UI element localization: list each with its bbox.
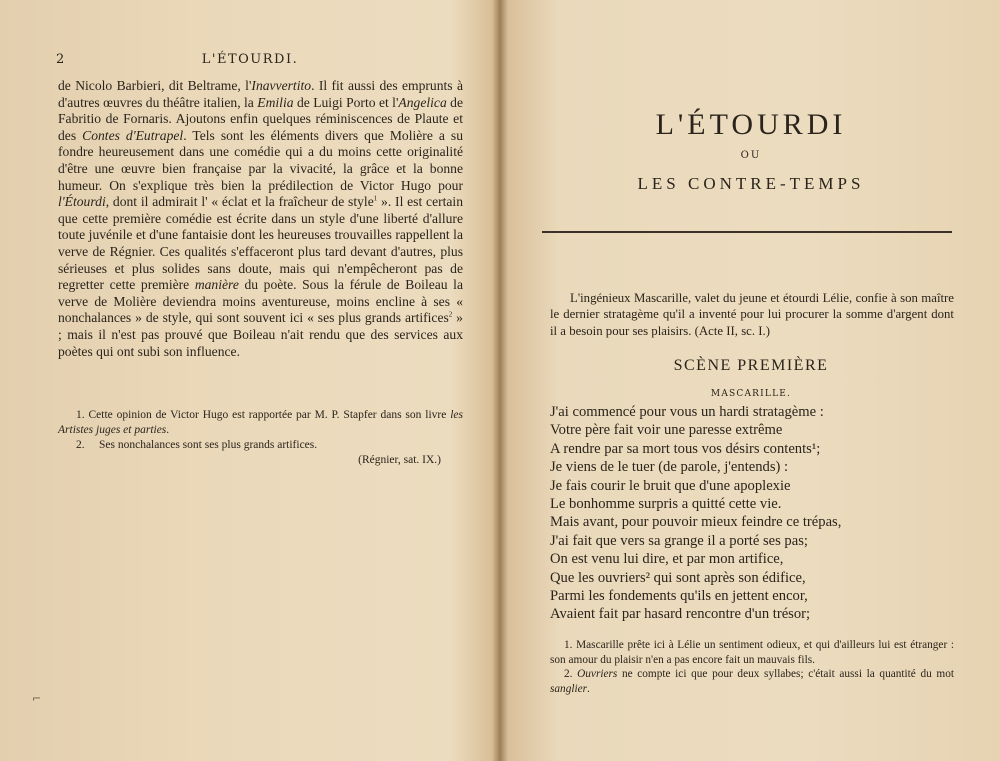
italic-run: Inavvertito [251,78,312,93]
verse-line: Parmi les fondements qu'ils en jettent encor, [550,588,808,605]
verse-line: Le bonhomme surpris a quitté cette vie. [550,496,782,513]
title-or: OU [740,150,762,161]
speaker-name: MASCARILLE. [710,389,792,399]
corner-mark: ⌐ [32,692,42,705]
footnote-2-end: . [587,682,590,695]
footnote-2-number: 2. [564,668,578,681]
footnote-1 [58,408,463,438]
verse-line: J'ai commencé pour vous un hardi stratagème : [550,404,824,420]
verse-line: Je fais courir le bruit que d'une apoplexie [550,477,791,494]
text-run: du poète. Sous la férule de Boileau la verve de Molière deviendra moins aventureuse, moins encline à ses « nonchalances » de style, qui sont souvent ici « ses plus grands artifices [58,277,463,326]
text-run: . Il fit aussi des emprunts à d'autres œuvres du théâtre italien, la [58,78,463,110]
footnote-ref: 1 [373,194,378,203]
footnotes [58,408,463,468]
text-run: ». Il est certain que cette première comédie est écrite dans un style d'une liberté d'allure toute juvénile et d'une fantaisie dont les heureuses trouvailles rappellent la verve de Régnier. Ces qualités s'effaceront plus tard devant d'autres, plus sérieuses et plus solides sans doute, mais qui n'empêcheront pas de regretter cette première [58,194,464,293]
verse-line: Je viens de le tuer (de parole, j'entends) : [550,459,789,476]
italic-run: l'Étourdi [58,194,106,210]
footnote-2-term: Ouvriers [577,668,618,681]
verse-line: Votre père fait voir une paresse extrême [550,422,783,439]
italic-run: Angelica [398,94,447,110]
footnote-1-text: 1. Cette opinion de Victor Hugo est rapportée par M. P. Stapfer dans son livre [76,409,451,421]
footnote-2: 2. Ses nonchalances sont ses plus grands artifices. [76,439,318,451]
footnote-2-source: (Régnier, sat. IX.) [358,454,441,466]
footnote-ref: 2 [448,310,453,319]
footnotes [550,638,954,696]
body-text [58,78,463,360]
footnote-2 [550,667,954,696]
footnote-2-text: ne compte ici que pour deux syllabes; c'était aussi la quantité du mot [617,668,954,681]
footnote-1-end: . [166,424,170,436]
verse-line: A rendre par sa mort tous vos désirs contents¹; [550,440,821,457]
right-page [502,0,1000,761]
running-title: L'ÉTOURDI. [201,52,299,67]
running-head [0,52,500,72]
italic-run: Emilia [257,94,294,110]
verse-line: Avaient fait par hasard rencontre d'un trésor; [550,606,811,623]
title-rule [542,231,952,233]
text-run: , dont il admirait l' « éclat et la fraîcheur de style [105,194,374,210]
text-run: » ; mais il n'est pas prouvé que Boileau n'ait rendu que des services aux poètes qui ont subi son influence. [58,310,463,359]
text-run: de Fabritio de Fornaris. Ajoutons enfin quelques réminiscences de Plaute et des [58,94,464,143]
text-run: de Nicolo Barbieri, dit Beltrame, l' [58,78,252,93]
page-number: 2 [56,52,65,67]
verse-line: J'ai fait que vers sa grange il a porté ses pas; [550,532,808,549]
italic-run: manière [194,277,239,293]
verse-line: Que les ouvriers² qui sont après son édifice, [550,569,806,586]
italic-run: Contes d'Eutrapel [82,127,184,143]
play-title: L'ÉTOURDI [655,108,847,141]
footnote-1-book-title: les Artistes juges et parties [58,409,463,436]
play-subtitle: LES CONTRE-TEMPS [637,174,865,193]
verse-line: On est venu lui dire, et par mon artifice, [550,551,784,568]
text-run: de Luigi Porto et l' [293,94,399,110]
verse-line: Mais avant, pour pouvoir mieux feindre ce trépas, [550,514,842,531]
footnote-1: 1. Mascarille prête ici à Lélie un sentiment odieux, et qui d'ailleurs lui est étranger : son amour du plaisir n'en a pas encore fait un mauvais fils. [550,639,954,666]
verse-block [550,403,970,624]
scene-argument: L'ingénieux Mascarille, valet du jeune et étourdi Lélie, confie à son maître le dernier stratagème qu'il a inventé pour lui procurer la somme d'argent dont il a besoin pour ses plaisirs. (Acte II, sc. I.) [550,291,954,338]
text-run: . Tels sont les éléments divers que Molière a su fondre heureusement dans une comédie qui a du moins cette originalité d'être une œuvre bien française par la vivacité, la grâce et la bonne humeur. On s'explique très bien la prédilection de Victor Hugo pour [58,127,463,193]
scene-title: SCÈNE PREMIÈRE [673,357,829,374]
footnote-2-word: sanglier [550,682,588,695]
body-paragraph [58,78,463,360]
